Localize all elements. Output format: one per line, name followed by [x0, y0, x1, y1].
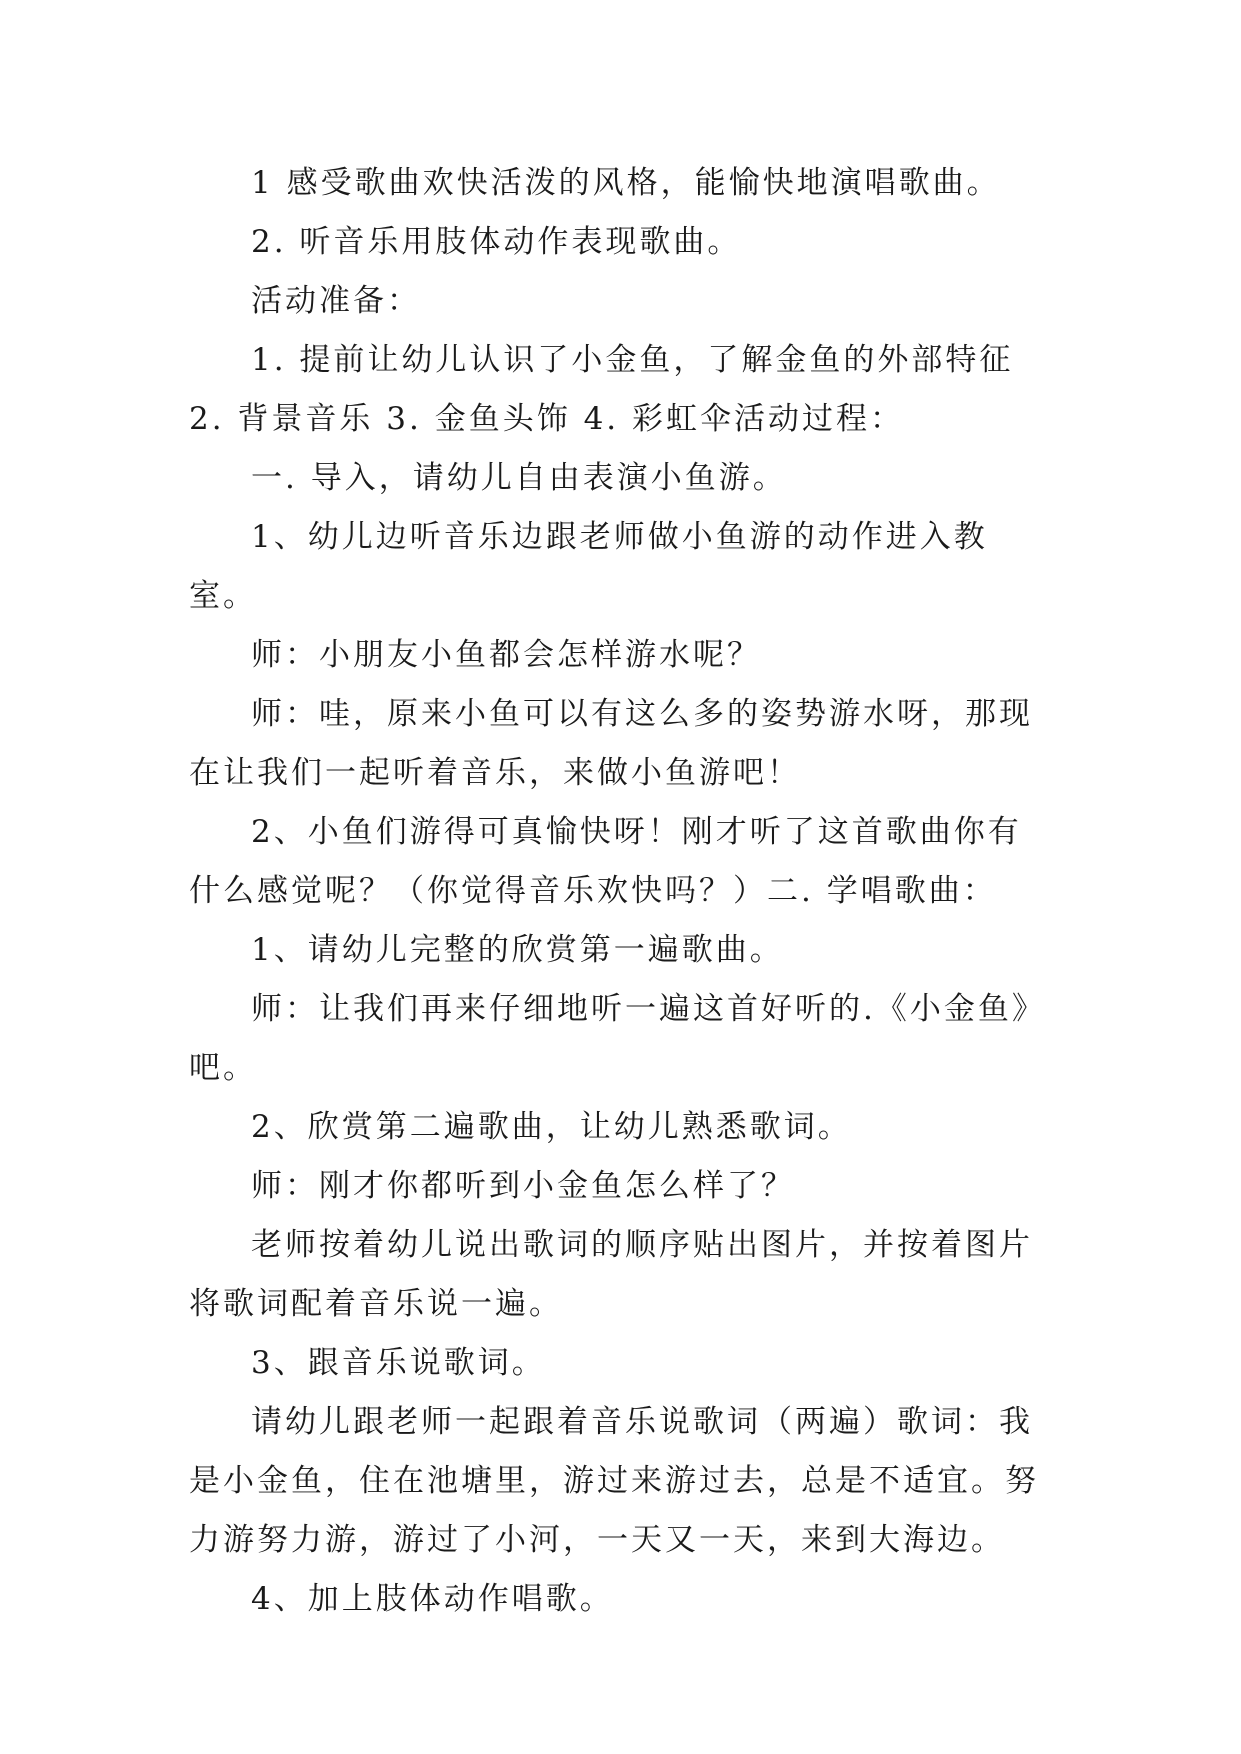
paragraph-goal-2: 2. 听音乐用肢体动作表现歌曲。 — [251, 224, 742, 260]
paragraph-step-1: 1、幼儿边听音乐边跟老师做小鱼游的动作进入教室。 — [189, 519, 988, 614]
paragraph-step-4: 4、加上肢体动作唱歌。 — [251, 1581, 614, 1617]
paragraph-appreciate-first: 1、请幼儿完整的欣赏第一遍歌曲。 — [251, 932, 784, 968]
document-body — [189, 154, 1053, 1629]
paragraph-appreciate-second: 2、欣赏第二遍歌曲，让幼儿熟悉歌词。 — [251, 1109, 852, 1145]
paragraph-teacher-listen: 师：让我们再来仔细地听一遍这首好听的.《小金鱼》吧。 — [189, 991, 1046, 1086]
paragraph-teacher-remark: 师：哇，原来小鱼可以有这么多的姿势游水呀，那现在让我们一起听着音乐，来做小鱼游吧！ — [189, 696, 1033, 791]
paragraph-teacher-pictures: 老师按着幼儿说出歌词的顺序贴出图片，并按着图片将歌词配着音乐说一遍。 — [189, 1227, 1033, 1322]
paragraph-teacher-question: 师：小朋友小鱼都会怎样游水呢？ — [251, 637, 761, 673]
paragraph-goal-1: 1 感受歌曲欢快活泼的风格，能愉快地演唱歌曲。 — [251, 165, 1001, 201]
paragraph-section-intro: 一. 导入，请幼儿自由表演小鱼游。 — [251, 460, 787, 496]
paragraph-step-3: 3、跟音乐说歌词。 — [251, 1345, 546, 1381]
paragraph-step-2: 2、小鱼们游得可真愉快呀！刚才听了这首歌曲你有什么感觉呢？（你觉得音乐欢快吗？）二. 学唱歌曲： — [189, 814, 1022, 909]
paragraph-lyrics: 请幼儿跟老师一起跟着音乐说歌词（两遍）歌词：我是小金鱼，住在池塘里，游过来游过去，总是不适宜。努力游努力游，游过了小河，一天又一天，来到大海边。 — [189, 1404, 1039, 1558]
paragraph-teacher-ask: 师：刚才你都听到小金鱼怎么样了？ — [251, 1168, 795, 1204]
paragraph-preparation-list: 1. 提前让幼儿认识了小金鱼，了解金鱼的外部特征 2. 背景音乐 3. 金鱼头饰 4. 彩虹伞活动过程： — [189, 342, 1014, 437]
paragraph-preparation-heading: 活动准备： — [251, 283, 421, 319]
